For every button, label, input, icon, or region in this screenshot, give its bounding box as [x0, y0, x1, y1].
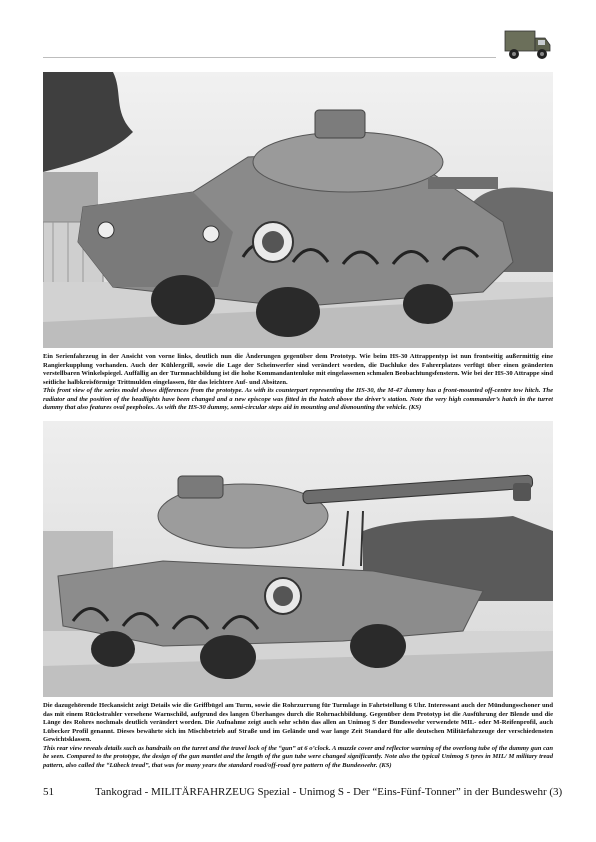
- caption-english: This front view of the series model shows differences from the prototype. As with its counterpart representing the HS-30, the M-47 dummy has a front-mounted off-centre tow hitch. The radiator and the position of the headlights have been changed and a new episcope was fitted in the hatch above the driver’s station. Note the very high commander’s hatch in the turret dummy that also features oval peepholes. As with the HS-30 dummy, semi-circular steps aid in mounting and dismounting the vehicle. (KS): [43, 387, 553, 412]
- caption-rear-view: [43, 702, 553, 770]
- unimog-truck-logo: [503, 26, 553, 62]
- photo-rear-view: [43, 421, 553, 697]
- page-number: 51: [43, 786, 54, 798]
- caption-german: Die dazugehörende Heckansicht zeigt Details wie die Griffbügel am Turm, sowie die Rohrzurrung für Turmlage in Fahrtstellung 6 Uhr. Interessant auch der Mündungsschoner und das mit einem Rückstrahler versehene Warnschild, aufgrund des langen Überhanges durch die Rohrnachbildung. Gegenüber dem Prototyp ist die Ausführung der Blende und die Länge des Rohres nochmals deutlich verändert worden. Die Aufnahme zeigt auch sehr schön das allen an Unimog S der Bundeswehr verwendete MIL- oder M-Reifenprofil, auch Lübecker Profil genannt. Dieses bewährte sich im Mischbetrieb auf Straße und im Gelände und war lange Zeit Standard für alle deutschen Militärfahrzeuge der verschiedensten Gewichtsklassen.: [43, 702, 553, 744]
- footer-title: Tankograd - MILITÄRFAHRZEUG Spezial - Unimog S - Der “Eins-Fünf-Tonner” in der Bundeswehr (3): [95, 786, 563, 798]
- caption-english: This rear view reveals details such as handrails on the turret and the travel lock of the “gun” at 6 o’clock. A muzzle cover and reflector warning of the overlong tube of the dummy gun can be seen. Compared to the prototype, the design of the gun mantlet and the length of the gun tube were changed significantly. Note also the typical Unimog S tyres in MIL/ M military tread pattern, also called the “Lübeck tread”, that was for many years the standard road/off-road tyre pattern of the Bundeswehr. (KS): [43, 744, 553, 769]
- photo-front-view: [43, 72, 553, 348]
- caption-front-view: [43, 353, 553, 413]
- caption-german: Ein Serienfahrzeug in der Ansicht von vorne links, deutlich nun die Änderungen gegenüber dem Prototyp. Wie beim HS-30 Attrappentyp ist nun frontseitig außermittig eine Rangierkupplung vorhanden. Auch der Kühlergrill, sowie die Lage der Scheinwerfer sind verändert worden, die Dachluke des Fahrerplatzes verfügt über einen geänderten verstellbaren Winkelspiegel. Auffällig an der Turmnachbildung ist die hohe Kommandantenluke mit eingelassenen schmalen Beobachtungsfenstern. Wie bei der HS-30 Attrappe sind seitliche halbkreisförmige Trittmulden eingelassen, für das leichtere Auf- und Absitzen.: [43, 353, 553, 386]
- header-rule: [43, 57, 496, 58]
